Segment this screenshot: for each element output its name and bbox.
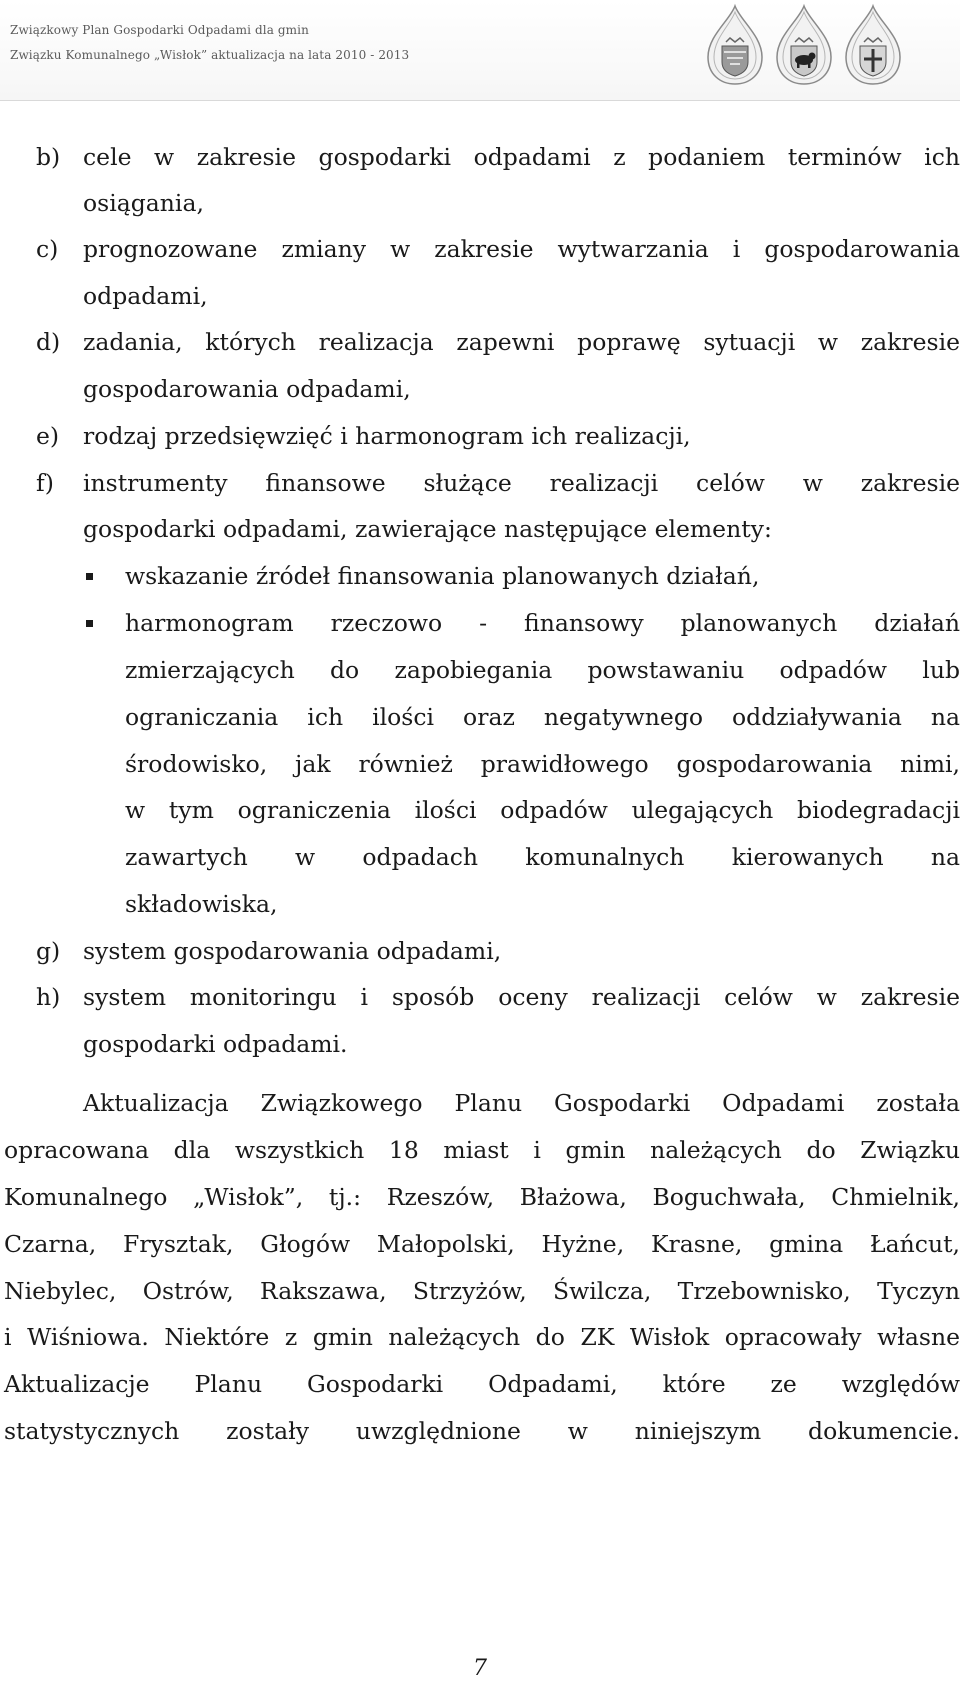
list-item-label: d): [36, 328, 61, 356]
sub-bullet-text: środowisko, jak również prawidłowego gospodarowania nimi,: [125, 750, 960, 778]
list-item-text: cele w zakresie gospodarki odpadami z podaniem terminów ich: [83, 143, 960, 171]
list-item-text: gospodarki odpadami.: [83, 1030, 348, 1058]
bullet-square-icon: [86, 620, 93, 627]
list-item-text: gospodarowania odpadami,: [83, 375, 411, 403]
list-item-text: system gospodarowania odpadami,: [83, 937, 502, 965]
paragraph-line: statystycznych zostały uwzględnione w niniejszym dokumencie.: [4, 1417, 960, 1445]
paragraph-line: opracowana dla wszystkich 18 miast i gmin należących do Związku: [4, 1136, 960, 1164]
sub-bullet-text: składowiska,: [125, 890, 278, 918]
list-item-label: c): [36, 235, 59, 263]
bear-emblem-icon: [771, 2, 837, 88]
list-item-text: rodzaj przedsięwzięć i harmonogram ich realizacji,: [83, 422, 691, 450]
list-item-text: system monitoringu i sposób oceny realizacji celów w zakresie: [83, 983, 960, 1011]
list-item-text: instrumenty finansowe służące realizacji celów w zakresie: [83, 469, 960, 497]
header-title: [10, 18, 700, 68]
paragraph-line: Aktualizacja Związkowego Planu Gospodarki Odpadami została: [83, 1089, 960, 1117]
sub-bullet-text: ograniczania ich ilości oraz negatywnego oddziaływania na: [125, 703, 960, 731]
list-item-text: zadania, których realizacja zapewni poprawę sytuacji w zakresie: [83, 328, 960, 356]
sub-bullet-text: zawartych w odpadach komunalnych kierowanych na: [125, 843, 960, 871]
list-item-label: h): [36, 983, 61, 1011]
list-item-label: f): [36, 469, 54, 497]
paragraph-line: Komunalnego „Wisłok”, tj.: Rzeszów, Błażowa, Boguchwała, Chmielnik,: [4, 1183, 960, 1211]
bullet-square-icon: [86, 573, 93, 580]
header-title-line-1: Związkowy Plan Gospodarki Odpadami dla gmin: [10, 23, 309, 37]
sub-bullet-text: w tym ograniczenia ilości odpadów ulegających biodegradacji: [125, 796, 960, 824]
paragraph-line: Czarna, Frysztak, Głogów Małopolski, Hyżne, Krasne, gmina Łańcut,: [4, 1230, 960, 1258]
list-item-text: prognozowane zmiany w zakresie wytwarzania i gospodarowania: [83, 235, 960, 263]
coat-of-arms-icon: [702, 2, 768, 88]
header-logos: [702, 2, 906, 88]
list-item-label: g): [36, 937, 61, 965]
list-item-label: b): [36, 143, 61, 171]
list-item-text: odpadami,: [83, 282, 208, 310]
page-number: 7: [473, 1656, 487, 1681]
header-title-line-2: Związku Komunalnego „Wisłok” aktualizacja na lata 2010 - 2013: [10, 48, 410, 62]
list-item-text: gospodarki odpadami, zawierające następujące elementy:: [83, 515, 772, 543]
sub-bullet-text: harmonogram rzeczowo - finansowy planowanych działań: [125, 609, 960, 637]
sub-bullet-text: wskazanie źródeł finansowania planowanych działań,: [125, 562, 760, 590]
paragraph-line: i Wiśniowa. Niektóre z gmin należących do ZK Wisłok opracowały własne: [4, 1323, 960, 1351]
sub-bullet-text: zmierzających do zapobiegania powstawaniu odpadów lub: [125, 656, 960, 684]
paragraph-line: Niebylec, Ostrów, Rakszawa, Strzyżów, Świlcza, Trzebownisko, Tyczyn: [4, 1277, 960, 1305]
cross-emblem-icon: [840, 2, 906, 88]
list-item-label: e): [36, 422, 60, 450]
page-header: [0, 0, 960, 101]
paragraph-line: Aktualizacje Planu Gospodarki Odpadami, które ze względów: [4, 1370, 960, 1398]
list-item-text: osiągania,: [83, 189, 204, 217]
